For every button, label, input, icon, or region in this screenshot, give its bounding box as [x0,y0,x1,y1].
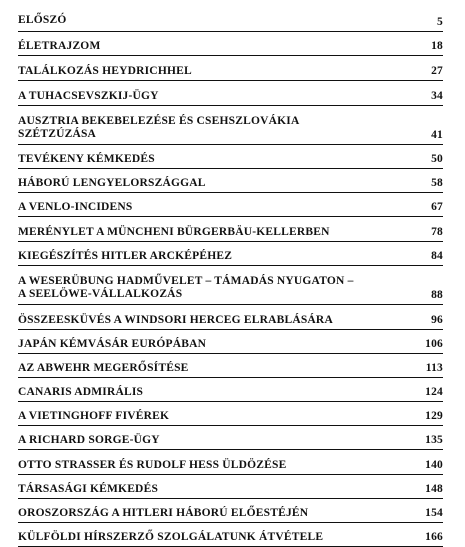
toc-entry-title-continued: SZÉTZÚZÁSA [18,128,97,140]
toc-entry-page: 27 [431,65,443,77]
toc-entry [18,499,443,523]
toc-entry-page: 96 [431,314,443,326]
toc-entry [18,475,443,499]
toc-entry-page: 135 [425,434,443,446]
toc-entry [18,56,443,81]
toc-entry-title: AZ ABWEHR MEGERŐSÍTÉSE [18,362,189,374]
toc-entry [18,81,443,106]
toc-entry-title: JAPÁN KÉMVÁSÁR EURÓPÁBAN [18,338,207,350]
toc-entry [18,193,443,217]
toc-entry [18,330,443,354]
toc-entry-page: 88 [431,289,443,301]
toc-entry-title: A RICHARD SORGE-ÜGY [18,434,160,446]
toc-entry-title: CANARIS ADMIRÁLIS [18,386,144,398]
toc-entry-title: KIEGÉSZÍTÉS HITLER ARCKÉPÉHEZ [18,250,233,262]
toc-entry [18,378,443,402]
toc-entry-page: 166 [425,531,443,543]
toc-entry [18,32,443,56]
toc-entry-page: 18 [431,40,443,52]
toc-entry [18,523,443,547]
toc-entry-page: 34 [431,90,443,102]
toc-entry [18,354,443,378]
toc-entry [18,169,443,193]
toc-entry [18,106,443,145]
toc-entry-title: A VIETINGHOFF FIVÉREK [18,410,170,422]
toc-entry-page: 67 [431,201,443,213]
toc-entry-page: 50 [431,153,443,165]
toc-entry-page: 84 [431,250,443,262]
toc-entry [18,402,443,426]
table-of-contents [18,8,443,547]
toc-entry [18,242,443,266]
toc-entry-page: 106 [425,338,443,350]
toc-entry [18,266,443,305]
toc-entry-page: 41 [431,129,443,141]
toc-entry-title: AUSZTRIA BEKEBELEZÉSE ÉS CSEHSZLOVÁKIA [18,115,300,127]
toc-entry-page: 5 [437,16,443,28]
toc-entry-title: TALÁLKOZÁS HEYDRICHHEL [18,65,192,77]
toc-entry-page: 140 [425,459,443,471]
toc-entry-title: A WESERÜBUNG HADMŰVELET – TÁMADÁS NYUGATON – [18,275,354,287]
toc-entry-page: 129 [425,410,443,422]
toc-entry-title: TÁRSASÁGI KÉMKEDÉS [18,483,159,495]
toc-entry-title: KÜLFÖLDI HÍRSZERZŐ SZOLGÁLATUNK ÁTVÉTELE [18,531,324,543]
toc-entry-title: A VENLO-INCIDENS [18,201,133,213]
toc-entry [18,217,443,242]
toc-entry-title-continued: A SEELÖWE-VÁLLALKOZÁS [18,288,183,300]
toc-entry [18,8,443,32]
toc-entry [18,426,443,450]
toc-entry-page: 78 [431,226,443,238]
toc-entry [18,145,443,169]
toc-entry-title: TEVÉKENY KÉMKEDÉS [18,153,155,165]
toc-entry [18,450,443,475]
toc-entry-page: 154 [425,507,443,519]
toc-entry-title: OROSZORSZÁG A HITLERI HÁBORÚ ELŐESTÉJÉN [18,507,309,519]
toc-entry-title: ELŐSZÓ [18,14,67,26]
toc-entry-title: ÖSSZEESKÜVÉS A WINDSORI HERCEG ELRABLÁSÁRA [18,314,333,326]
toc-entry-title: OTTO STRASSER ÉS RUDOLF HESS ÜLDÖZÉSE [18,459,287,471]
toc-entry-page: 124 [425,386,443,398]
toc-entry-title: ÉLETRAJZOM [18,40,101,52]
toc-entry [18,305,443,330]
toc-entry-title: A TUHACSEVSZKIJ-ÜGY [18,90,159,102]
toc-entry-page: 58 [431,177,443,189]
toc-entry-page: 148 [425,483,443,495]
toc-entry-page: 113 [425,362,443,374]
toc-entry-title: HÁBORÚ LENGYELORSZÁGGAL [18,177,206,189]
toc-entry-title: MERÉNYLET A MÜNCHENI BÜRGERBÄU-KELLERBEN [18,226,330,238]
